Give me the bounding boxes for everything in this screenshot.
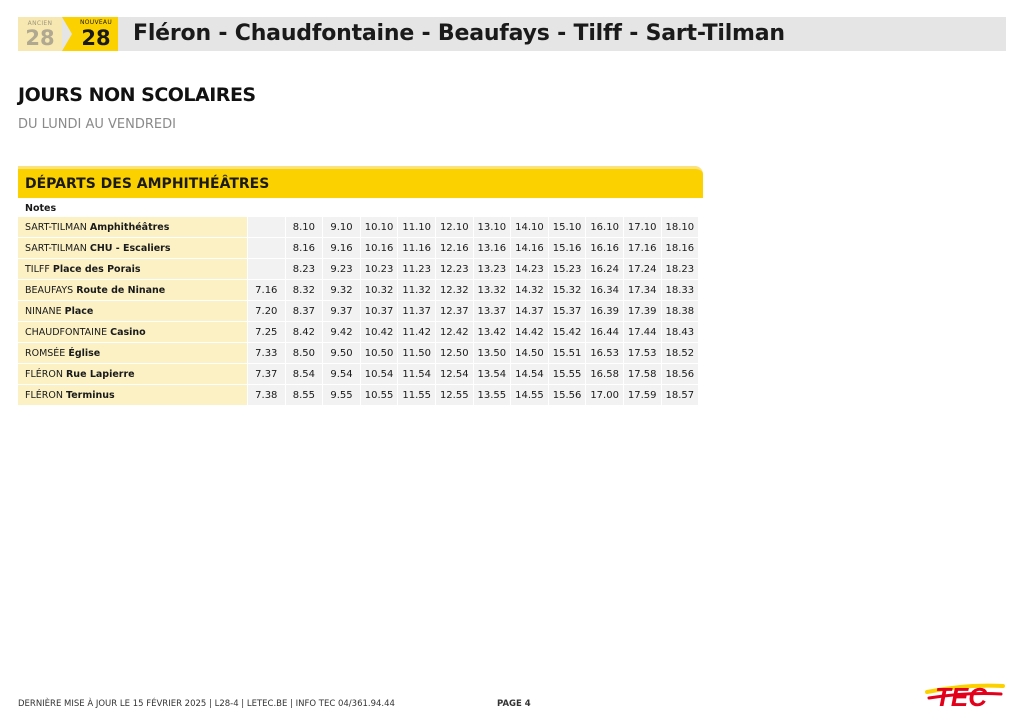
departure-time-cell: 16.24 [585,259,623,280]
departure-time-cell: 9.50 [322,343,360,364]
departure-time-cell: 13.37 [473,301,511,322]
departure-time-cell [247,217,285,238]
departure-time-cell: 17.24 [623,259,661,280]
departure-time-cell: 11.55 [397,385,435,406]
stop-name-cell [18,280,247,301]
stop-name-cell [18,385,247,406]
departure-time-cell: 16.34 [585,280,623,301]
departure-time-cell: 17.53 [623,343,661,364]
stop-name: Casino [110,326,146,338]
departure-time-cell: 11.54 [397,364,435,385]
departure-time-cell: 11.10 [397,217,435,238]
departure-time-cell: 12.10 [435,217,473,238]
departure-time-cell: 18.38 [661,301,699,322]
departure-time-cell: 18.56 [661,364,699,385]
departure-time-cell: 18.23 [661,259,699,280]
departure-time-cell: 9.10 [322,217,360,238]
stop-name-cell [18,343,247,364]
timetable [18,217,698,406]
departure-time-cell: 17.58 [623,364,661,385]
departure-time-cell: 14.50 [510,343,548,364]
departure-time-cell: 11.37 [397,301,435,322]
timetable-row [18,217,698,238]
timetable-title: DÉPARTS DES AMPHITHÉÂTRES [25,176,270,192]
timetable-row [18,364,698,385]
departure-time-cell: 16.10 [585,217,623,238]
departure-time-cell: 17.00 [585,385,623,406]
departure-time-cell: 9.16 [322,238,360,259]
departure-time-cell: 8.37 [285,301,323,322]
departure-time-cell: 13.42 [473,322,511,343]
departure-time-cell: 9.23 [322,259,360,280]
route-title: Fléron - Chaudfontaine - Beaufays - Tilff - Sart-Tilman [133,21,785,46]
departure-time-cell: 13.23 [473,259,511,280]
departure-time-cell: 12.50 [435,343,473,364]
departure-time-cell: 15.42 [548,322,586,343]
departure-time-cell: 10.37 [360,301,398,322]
departure-time-cell: 15.37 [548,301,586,322]
departure-time-cell: 8.32 [285,280,323,301]
stop-name-cell [18,301,247,322]
departure-time-cell: 14.10 [510,217,548,238]
departure-time-cell: 9.37 [322,301,360,322]
stop-name-cell [18,322,247,343]
stop-name-cell [18,217,247,238]
departure-time-cell: 7.16 [247,280,285,301]
departure-time-cell: 8.23 [285,259,323,280]
notes-label: Notes [25,203,57,214]
departure-time-cell: 10.10 [360,217,398,238]
old-line-badge [18,17,62,51]
departure-time-cell: 13.50 [473,343,511,364]
departure-time-cell: 10.55 [360,385,398,406]
departure-time-cell: 16.53 [585,343,623,364]
departure-time-cell: 17.39 [623,301,661,322]
departure-time-cell: 13.32 [473,280,511,301]
old-line-number: 28 [25,26,55,50]
departure-time-cell: 17.44 [623,322,661,343]
departure-time-cell: 8.16 [285,238,323,259]
departure-time-cell: 14.16 [510,238,548,259]
departure-time-cell [247,259,285,280]
departure-time-cell: 17.10 [623,217,661,238]
departure-time-cell [247,238,285,259]
departure-time-cell: 14.42 [510,322,548,343]
tec-logo [925,676,1005,712]
departure-time-cell: 7.38 [247,385,285,406]
old-line-label: ANCIEN [27,20,53,27]
departure-time-cell: 8.54 [285,364,323,385]
departure-time-cell: 15.51 [548,343,586,364]
departure-time-cell: 10.23 [360,259,398,280]
departure-time-cell: 13.54 [473,364,511,385]
departure-time-cell: 18.57 [661,385,699,406]
departure-time-cell: 7.20 [247,301,285,322]
departure-time-cell: 7.37 [247,364,285,385]
section-subtitle: DU LUNDI AU VENDREDI [18,117,176,132]
departure-time-cell: 9.55 [322,385,360,406]
stop-name: Amphithéâtres [89,221,170,233]
departure-time-cell: 11.16 [397,238,435,259]
new-line-badge [62,17,118,51]
tec-logo-text: TEC [935,682,987,712]
departure-time-cell: 7.25 [247,322,285,343]
timetable-row [18,259,698,280]
stop-name: Route de Ninane [76,284,166,296]
departure-time-cell: 18.43 [661,322,699,343]
departure-time-cell: 12.16 [435,238,473,259]
departure-time-cell: 17.16 [623,238,661,259]
tec-logo-icon [925,676,1005,712]
departure-time-cell: 16.16 [585,238,623,259]
departure-time-cell: 11.32 [397,280,435,301]
stop-town: SART-TILMAN [25,242,87,254]
page-number: PAGE 4 [497,699,531,709]
stop-name: Église [68,347,101,359]
departure-time-cell: 9.54 [322,364,360,385]
departure-time-cell: 13.16 [473,238,511,259]
timetable-header [18,166,703,198]
timetable-row [18,343,698,364]
stop-town: CHAUDFONTAINE [25,326,108,338]
new-line-number: 28 [81,26,111,50]
departure-time-cell: 8.50 [285,343,323,364]
departure-time-cell: 14.37 [510,301,548,322]
departure-time-cell: 10.32 [360,280,398,301]
departure-time-cell: 8.55 [285,385,323,406]
departure-time-cell: 15.32 [548,280,586,301]
stop-name: Rue Lapierre [65,368,135,380]
new-line-label: NOUVEAU [79,19,113,26]
departure-time-cell: 13.10 [473,217,511,238]
departure-time-cell: 11.50 [397,343,435,364]
departure-time-cell: 10.54 [360,364,398,385]
departure-time-cell: 9.42 [322,322,360,343]
stop-name-cell [18,238,247,259]
departure-time-cell: 8.42 [285,322,323,343]
stop-name: CHU - Escaliers [89,242,171,254]
departure-time-cell: 12.32 [435,280,473,301]
stop-name: Terminus [65,389,115,401]
departure-time-cell: 16.39 [585,301,623,322]
departure-time-cell: 13.55 [473,385,511,406]
stop-name-cell [18,364,247,385]
departure-time-cell: 10.42 [360,322,398,343]
stop-name-cell [18,259,247,280]
departure-time-cell: 18.52 [661,343,699,364]
stop-name: Place des Porais [52,263,141,275]
departure-time-cell: 15.10 [548,217,586,238]
departure-time-cell: 17.34 [623,280,661,301]
departure-time-cell: 10.50 [360,343,398,364]
stop-name: Place [64,305,94,317]
departure-time-cell: 14.32 [510,280,548,301]
departure-time-cell: 10.16 [360,238,398,259]
timetable-row [18,280,698,301]
departure-time-cell: 18.16 [661,238,699,259]
departure-time-cell: 16.58 [585,364,623,385]
departure-time-cell: 9.32 [322,280,360,301]
departure-time-cell: 12.37 [435,301,473,322]
departure-time-cell: 14.23 [510,259,548,280]
departure-time-cell: 8.10 [285,217,323,238]
departure-time-cell: 14.54 [510,364,548,385]
stop-town: FLÉRON [25,368,63,380]
timetable-row [18,238,698,259]
departure-time-cell: 11.42 [397,322,435,343]
departure-time-cell: 18.33 [661,280,699,301]
stop-town: SART-TILMAN [25,221,87,233]
departure-time-cell: 17.59 [623,385,661,406]
departure-time-cell: 7.33 [247,343,285,364]
stop-town: FLÉRON [25,389,63,401]
departure-time-cell: 15.16 [548,238,586,259]
stop-town: ROMSÉE [25,347,66,359]
stop-town: TILFF [25,263,50,275]
departure-time-cell: 18.10 [661,217,699,238]
stop-town: NINANE [25,305,62,317]
timetable-row [18,385,698,406]
stop-town: BEAUFAYS [25,284,74,296]
section-title: JOURS NON SCOLAIRES [18,84,256,106]
departure-time-cell: 16.44 [585,322,623,343]
departure-time-cell: 12.42 [435,322,473,343]
departure-time-cell: 14.55 [510,385,548,406]
departure-time-cell: 12.55 [435,385,473,406]
departure-time-cell: 11.23 [397,259,435,280]
departure-time-cell: 15.56 [548,385,586,406]
timetable-row [18,301,698,322]
departure-time-cell: 15.23 [548,259,586,280]
footer-info: DERNIÈRE MISE À JOUR LE 15 FÉVRIER 2025 | L28-4 | LETEC.BE | INFO TEC 04/361.94.44 [18,699,395,709]
departure-time-cell: 12.54 [435,364,473,385]
departure-time-cell: 12.23 [435,259,473,280]
timetable-row [18,322,698,343]
departure-time-cell: 15.55 [548,364,586,385]
